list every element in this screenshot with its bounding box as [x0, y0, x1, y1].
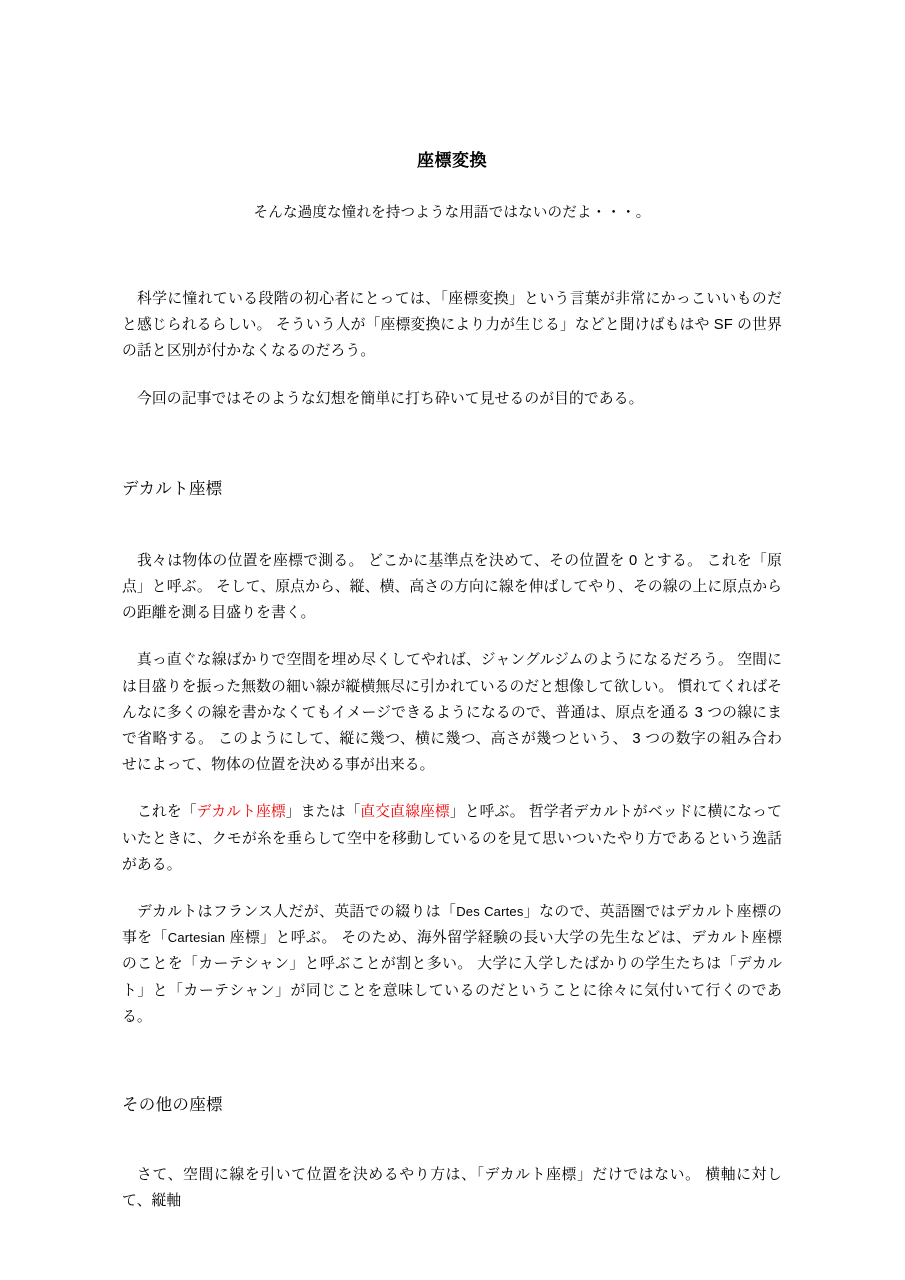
paragraph-3-middle: 」または「: [285, 804, 361, 821]
spacer-before-section-1: [122, 412, 782, 476]
latin-term-des-cartes: Des Cartes: [456, 904, 524, 920]
highlight-term-orthogonal-linear-coordinates: 直交直線座標: [360, 804, 450, 821]
section-heading-descartes-coordinates: デカルト座標: [122, 479, 223, 498]
paragraph-3-tail: 」と呼ぶ。 哲学者デカルトがベッドに横になっていたときに、クモが糸を垂らして空中を移動しているのを見て思いついたやり方であるという逸話がある。: [122, 804, 782, 873]
spacer-before-section-2: [122, 1030, 782, 1092]
highlight-term-descartes-coordinates: デカルト座標: [196, 804, 286, 821]
intro-paragraph-2: 今回の記事ではそのような幻想を簡単に打ち砕いて見せるのが目的である。: [137, 390, 644, 407]
section-1-paragraph-1: 我々は物体の位置を座標で測る。 どこかに基準点を決めて、その位置を 0 とする。 これを「原点」と呼ぶ。 そして、原点から、縦、横、高さの方向に線を伸ばしてやり、その線の上に原点からの距離を測る目盛りを書く。: [122, 552, 782, 622]
paragraph-4-part-3: 座標」と呼ぶ。 そのため、海外留学経験の長い大学の先生などは、デカルト座標のことを「カーテシャン」と呼ぶことが割と多い。 大学に入学したばかりの学生たちは「デカルト」と「カーテシャン」が同じことを意味しているのだということに徐々に気付いて行くのである。: [122, 930, 782, 1025]
spacer-after-section-1-heading: [122, 502, 782, 548]
section-1-paragraph-4: [122, 899, 782, 1030]
section-heading-other-coordinates: その他の座標: [122, 1096, 223, 1115]
spacer-after-section-2-heading: [122, 1118, 782, 1162]
section-1-paragraph-2: 真っ直ぐな線ばかりで空間を埋め尽くしてやれば、ジャングルジムのようになるだろう。 空間には目盛りを振った無数の細い線が縦横無尽に引かれているのだと想像して欲しい。 慣れてくればそんなに多くの線を書かなくてもイメージできるようになるので、普通は、原点を通る 3 つの線にまで省略する。 このようにして、縦に幾つ、横に幾つ、高さが幾つという、 3 つの数字の組み合わせによって、物体の位置を決める事が出来る。: [122, 652, 782, 774]
section-1-paragraph-3: [122, 799, 782, 878]
paragraph-3-lead: これを「: [137, 804, 197, 821]
document-body: [122, 286, 782, 1214]
page-title: 座標変換: [417, 151, 487, 170]
intro-paragraph-1: 科学に憧れている段階の初心者にとっては、「座標変換」という言葉が非常にかっこいいものだと感じられるらしい。 そういう人が「座標変換により力が生じる」などと聞けばもはや SF の世界の話と区別が付かなくなるのだろう。: [122, 291, 782, 360]
paragraph-4-part-2: 」なので、英語圏ではデカルト座標の事を「: [122, 904, 782, 947]
document-subtitle: そんな過度な憧れを持つような用語ではないのだよ・・・。: [253, 205, 651, 221]
paragraph-4-part-1: デカルトはフランス人だが、英語での綴りは「: [137, 904, 457, 921]
section-2-paragraph-1: さて、空間に線を引いて位置を決めるやり方は、「デカルト座標」だけではない。 横軸に対して、縦軸: [122, 1167, 782, 1210]
latin-term-cartesian: Cartesian: [167, 930, 226, 946]
